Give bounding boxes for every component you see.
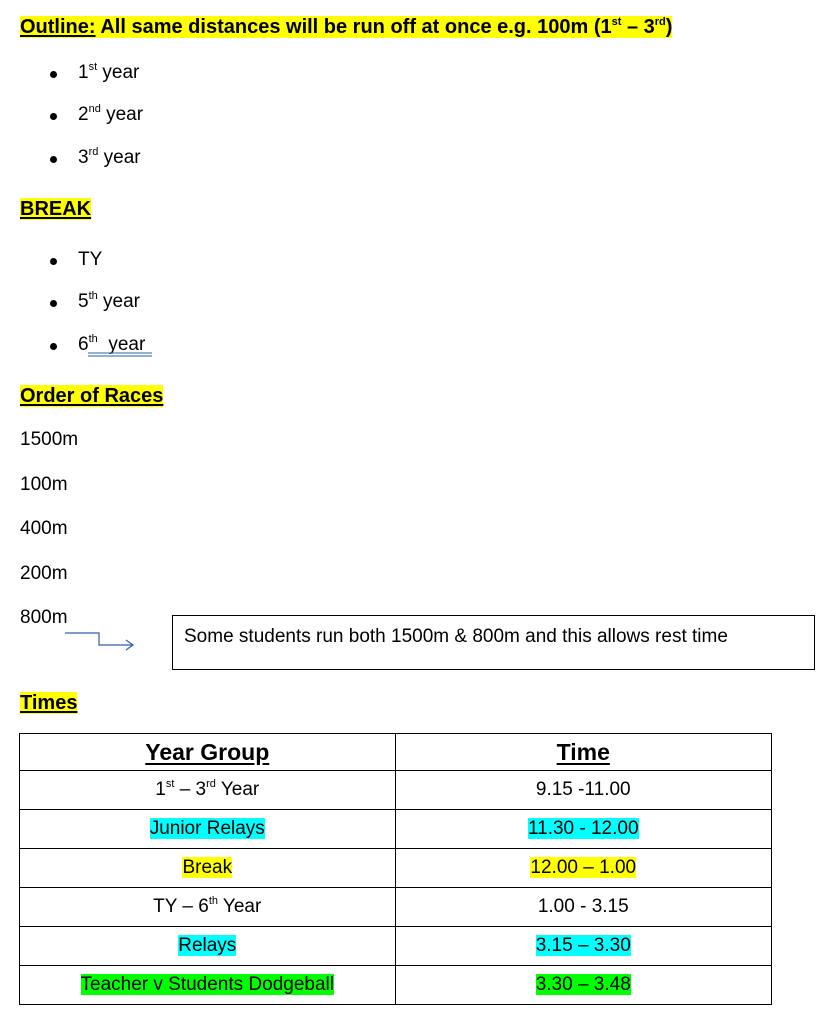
callout-text: Some students run both 1500m & 800m and this allows rest time — [184, 626, 728, 647]
year-group-cell: TY – 6th Year — [20, 888, 396, 927]
header-year-group: Year Group — [20, 734, 396, 771]
bullet-icon — [50, 156, 57, 163]
outline-label: Outline: — [20, 16, 96, 38]
table-row — [20, 771, 772, 810]
year-group-cell: Junior Relays — [20, 810, 396, 849]
time-cell: 11.30 - 12.00 — [395, 810, 771, 849]
race-item: 200m — [20, 563, 68, 584]
year-group-cell: Teacher v Students Dodgeball — [20, 966, 396, 1005]
table-row — [20, 810, 772, 849]
table-header-row — [20, 734, 772, 771]
bullet-icon — [50, 71, 57, 78]
bullet-icon — [50, 343, 57, 350]
times-table — [19, 733, 772, 1005]
time-cell: 12.00 – 1.00 — [395, 849, 771, 888]
times-heading: Times — [20, 692, 78, 714]
race-item: 100m — [20, 474, 68, 495]
table-row — [20, 888, 772, 927]
rest-time-callout — [172, 615, 815, 670]
bullet-icon — [50, 113, 57, 120]
table-row — [20, 849, 772, 888]
year-group-cell: Relays — [20, 927, 396, 966]
time-cell: 1.00 - 3.15 — [395, 888, 771, 927]
break-heading: BREAK — [20, 198, 92, 220]
year-group-cell: Break — [20, 849, 396, 888]
race-item: 800m — [20, 607, 68, 628]
order-heading: Order of Races — [20, 385, 164, 407]
header-time: Time — [395, 734, 771, 771]
table-row — [20, 927, 772, 966]
time-cell: 3.30 – 3.48 — [395, 966, 771, 1005]
outline-text: All same distances will be run off at once e.g. 100m (1 — [95, 16, 612, 38]
outline-heading: Outline: All same distances will be run off at once e.g. 100m (1st – 3rd) — [20, 16, 673, 38]
race-item: 1500m — [20, 429, 79, 450]
bullet-icon — [50, 258, 57, 265]
table-row — [20, 966, 772, 1005]
time-cell: 9.15 -11.00 — [395, 771, 771, 810]
race-item: 400m — [20, 518, 68, 539]
bullet-icon — [50, 300, 57, 307]
arrow-icon — [64, 630, 144, 654]
time-cell: 3.15 – 3.30 — [395, 927, 771, 966]
year-group-cell: 1st – 3rd Year — [20, 771, 396, 810]
grammar-underline — [88, 352, 158, 358]
